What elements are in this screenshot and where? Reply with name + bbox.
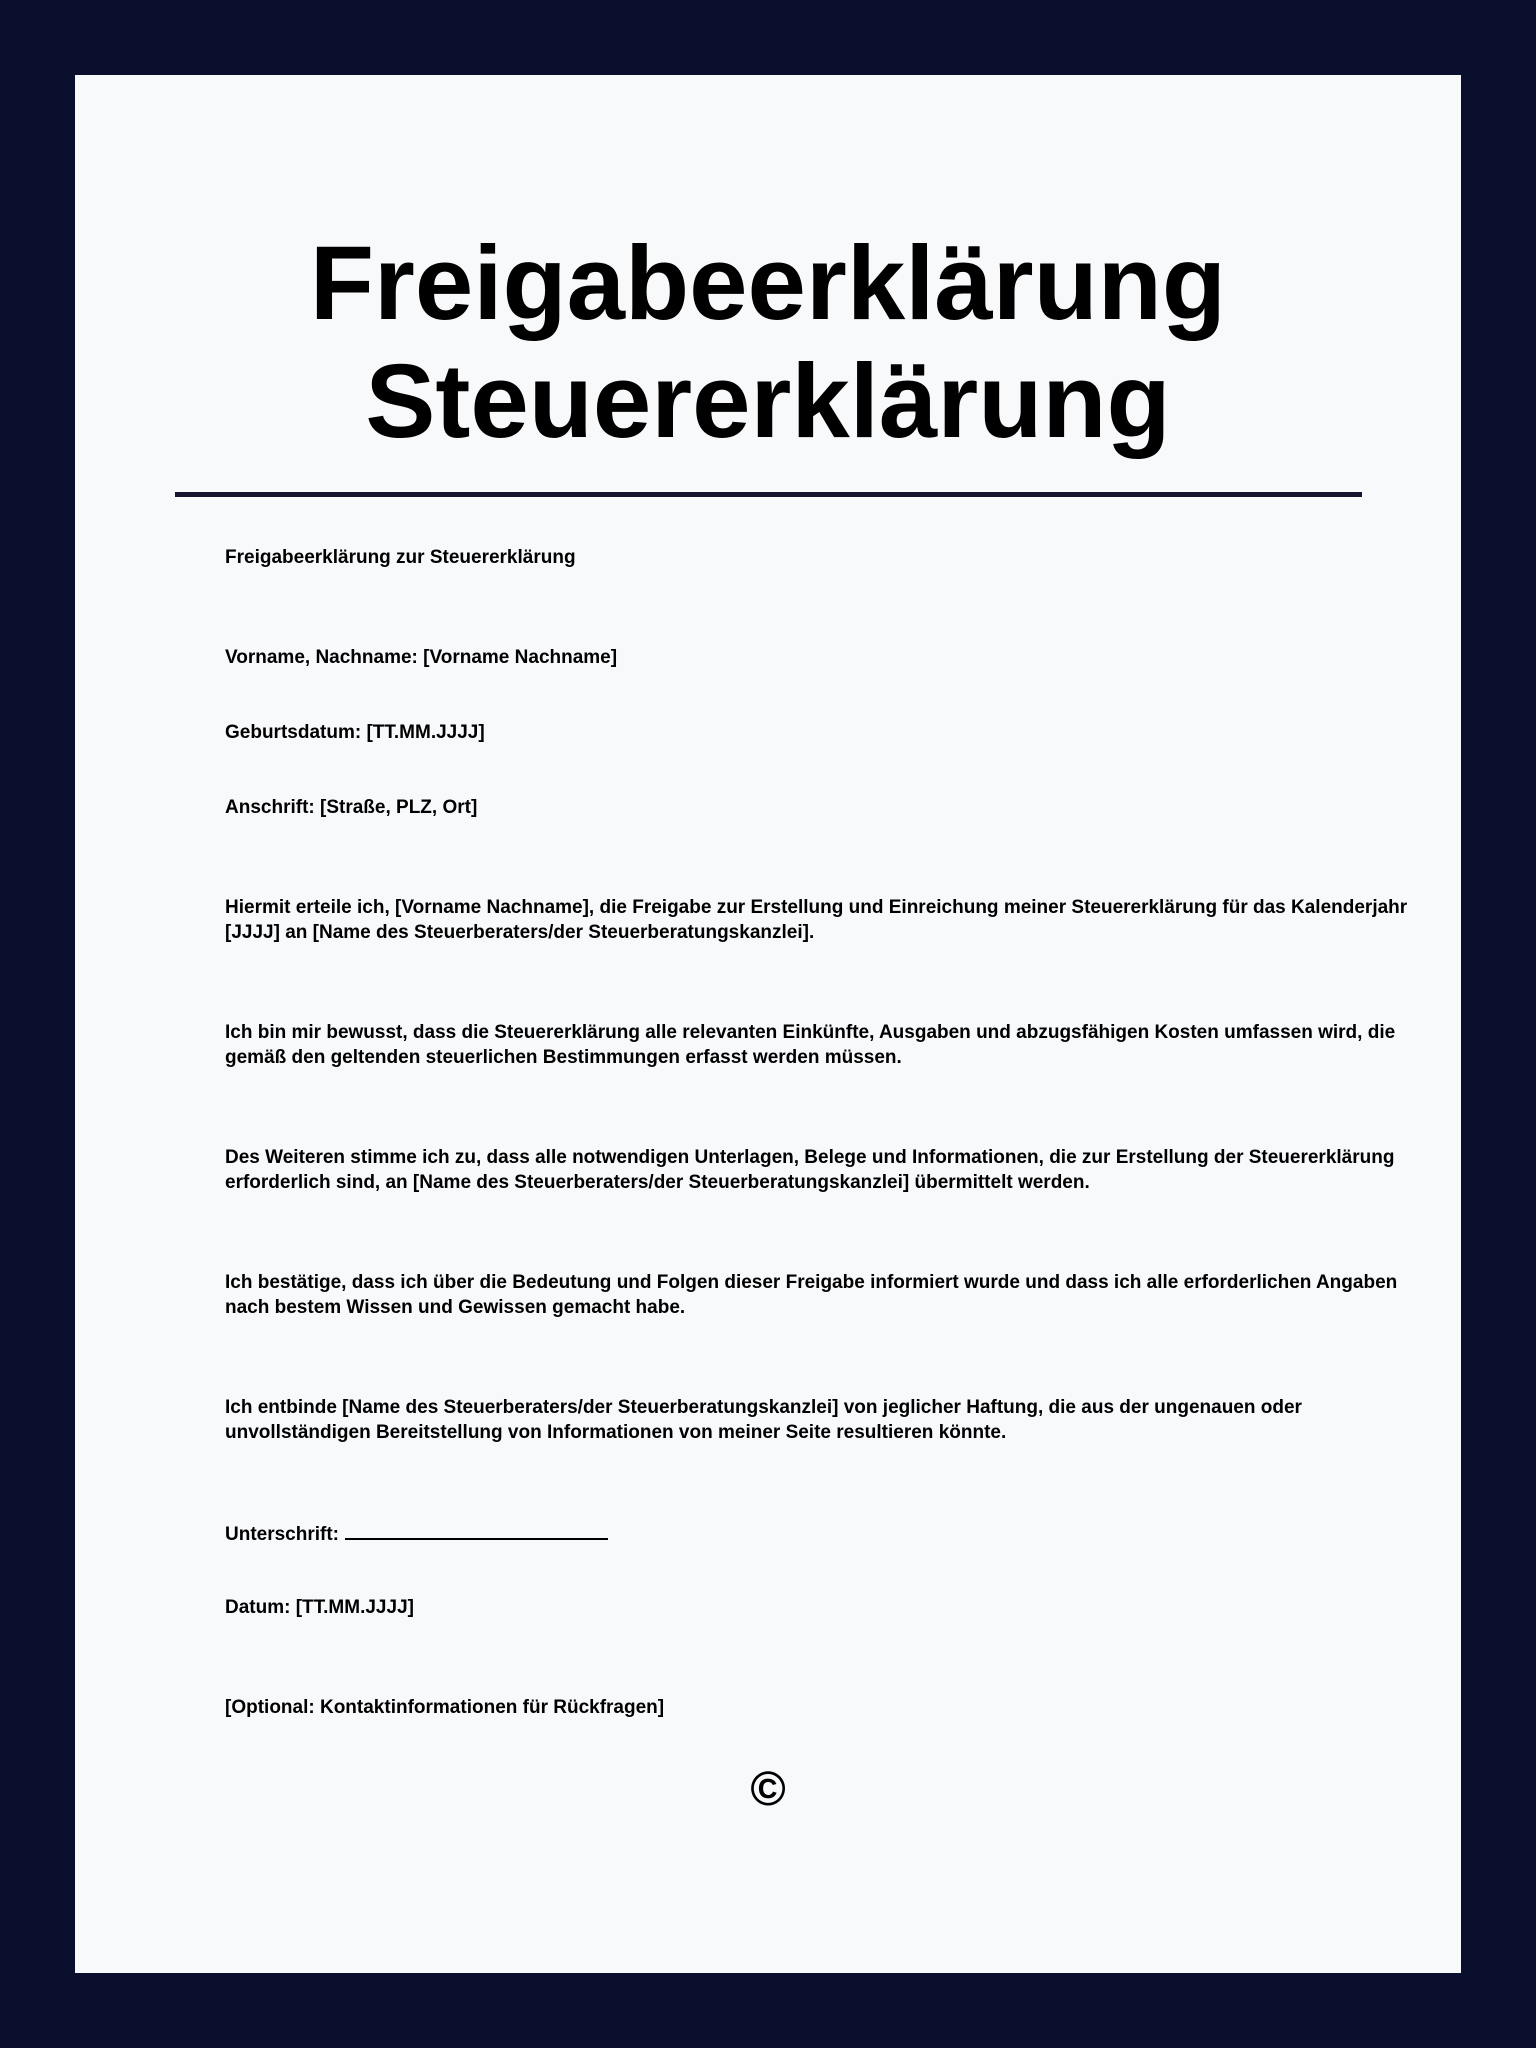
paragraph-confirmation: Ich bestätige, dass ich über die Bedeutung und Folgen dieser Freigabe informiert wurde und dass ich alle erforderlichen Angaben nach bestem Wissen und Gewissen gemacht habe. [225,1272,1398,1318]
name-field: Vorname, Nachname: [Vorname Nachname] [225,647,618,668]
birthdate-field: Geburtsdatum: [TT.MM.JJJJ] [225,722,485,743]
document-page [75,75,1461,1973]
signature-label: Unterschrift: [225,1524,340,1545]
document-heading: Freigabeerklärung zur Steuererklärung [225,547,576,568]
paragraph-awareness: Ich bin mir bewusst, dass die Steuererklärung alle relevanten Einkünfte, Ausgaben und abzugsfähigen Kosten umfassen wird, die gemäß den geltenden steuerlichen Bestimmungen erfasst werden müssen. [225,1022,1396,1068]
signature-line [345,1520,608,1540]
title-divider [175,492,1362,497]
signature-row [225,1520,608,1547]
optional-contact-note: [Optional: Kontaktinformationen für Rückfragen] [225,1697,665,1718]
address-field: Anschrift: [Straße, PLZ, Ort] [225,797,478,818]
title-line-1: Freigabeerklärung [309,225,1227,342]
date-field: Datum: [TT.MM.JJJJ] [225,1597,414,1618]
document-title [75,225,1461,461]
paragraph-documents: Des Weiteren stimme ich zu, dass alle notwendigen Unterlagen, Belege und Informationen, die zur Erstellung der Steuererklärung erforderlich sind, an [Name des Steuerberaters/der Steuerberatungskanzlei] übermittelt werden. [225,1147,1395,1193]
paragraph-liability: Ich entbinde [Name des Steuerberaters/der Steuerberatungskanzlei] von jeglicher Haftung, die aus der ungenauen oder unvollständigen Bereitstellung von Informationen von meiner Seite resultieren könnte. [225,1397,1302,1443]
paragraph-authorization: Hiermit erteile ich, [Vorname Nachname], die Freigabe zur Erstellung und Einreichung meiner Steuererklärung für das Kalenderjahr [JJJJ] an [Name des Steuerberaters/der Steuerberatungskanzlei]. [225,897,1408,943]
title-line-2: Steuererklärung [365,343,1171,460]
copyright-symbol: © [750,1763,786,1816]
